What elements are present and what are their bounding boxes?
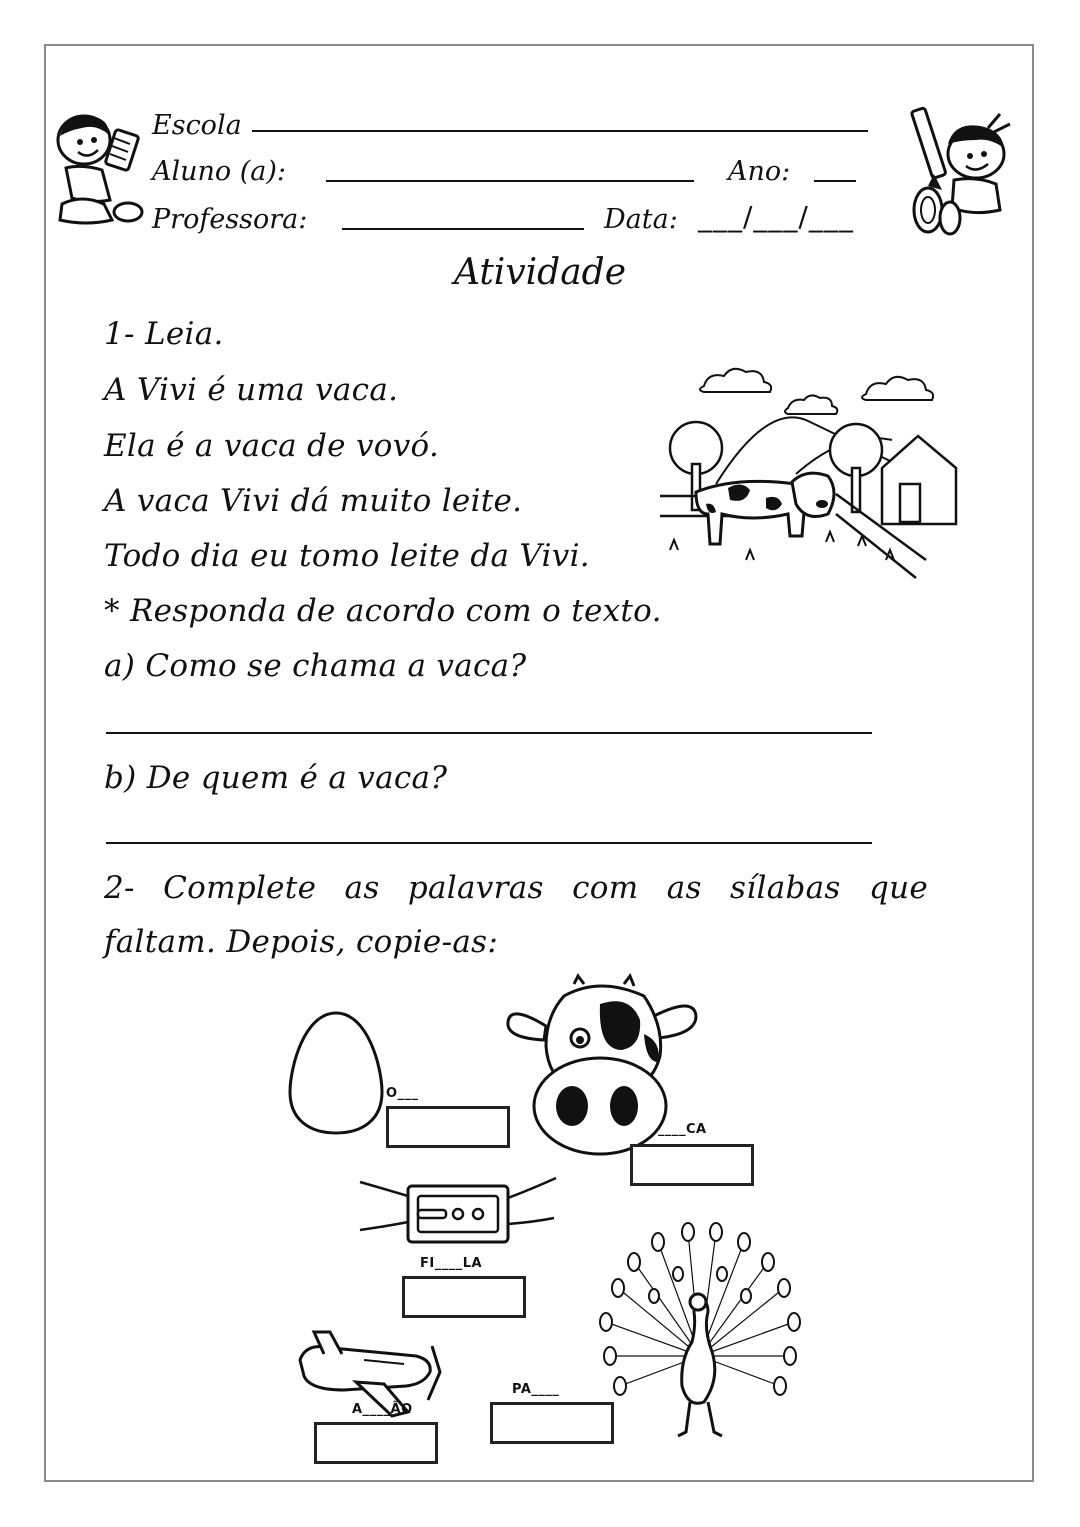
page-title: Atividade [453,252,627,293]
instruction-line: * Responda de acordo com o texto. [104,593,662,629]
peacock-illustration [598,1226,802,1440]
date-label: Data: [604,204,678,235]
reading-line: Todo dia eu tomo leite da Vivi. [104,538,590,574]
belt-answer-box[interactable] [402,1276,526,1318]
school-label: Escola [152,110,242,141]
boy-with-pencil-illustration [904,104,1014,238]
cow-answer-box[interactable] [630,1144,754,1186]
cow-word-label: ____CA [658,1122,707,1137]
belt-word-label: FI____LA [420,1256,483,1271]
airplane-answer-box[interactable] [314,1422,438,1464]
airplane-word-label: A____ÃO [352,1402,413,1417]
egg-word-label: O___ [386,1086,419,1101]
answer-a-line[interactable] [106,732,872,734]
peacock-word-label: PA____ [512,1382,560,1397]
peacock-answer-box[interactable] [490,1402,614,1444]
farm-scene-illustration [656,364,982,584]
exercise2-heading-line2: faltam. Depois, copie-as: [104,924,499,960]
question-a: a) Como se chama a vaca? [104,648,527,684]
year-field[interactable] [814,180,856,182]
year-label: Ano: [728,156,791,187]
student-label: Aluno (a): [152,156,287,187]
exercise1-heading: 1- Leia. [104,316,224,352]
egg-illustration [286,1010,386,1136]
boy-reading-illustration [52,108,148,226]
teacher-field[interactable] [342,228,584,230]
question-b: b) De quem é a vaca? [104,760,448,796]
date-field[interactable]: ___/___/___ [698,200,854,233]
egg-answer-box[interactable] [386,1106,510,1148]
exercise2-heading-line1: 2- Complete as palavras com as sílabas que [104,870,928,906]
student-name-field[interactable] [326,180,694,182]
answer-b-line[interactable] [106,842,872,844]
reading-line: Ela é a vaca de vovó. [104,428,440,464]
belt-illustration [358,1170,558,1254]
reading-line: A vaca Vivi dá muito leite. [104,483,523,519]
reading-line: A Vivi é uma vaca. [104,372,399,408]
teacher-label: Professora: [152,204,308,235]
school-field[interactable] [252,130,868,132]
